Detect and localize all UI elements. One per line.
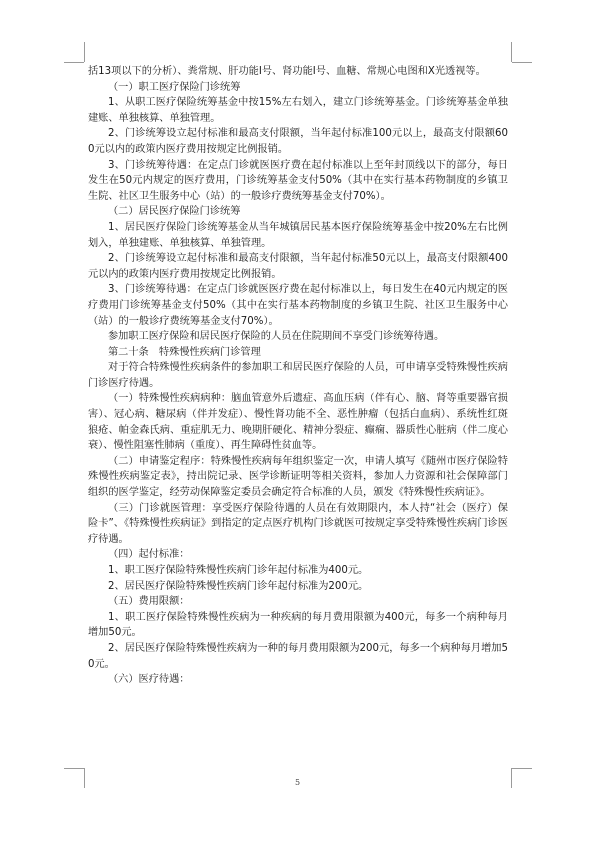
- paragraph: 3、门诊统筹待遇：在定点门诊就医医疗费在起付标准以上至年封顶线以下的部分，每日发生在50元内规定的医疗费用，门诊统筹基金支付50%（其中在实行基本药物制度的乡镇卫生院、社区卫生服务中心（站）的一般诊疗费统筹基金支付70%）。: [88, 159, 508, 202]
- paragraph: （一）特殊慢性疾病病种：脑血管意外后遗症、高血压病（伴有心、脑、肾等重要器官损害）、冠心病、糖尿病（伴并发症）、慢性肾功能不全、恶性肿瘤（包括白血病）、系统性红斑狼疮、帕金森氏病、重症肌无力、晚期肝硬化、精神分裂症、癫痫、器质性心脏病（伴二度心衰）、慢性阻塞性肺病（重度）、再生障碍性贫血等。: [88, 393, 508, 452]
- heading-employee-outpatient-pooling: （一）职工医疗保险门诊统筹: [108, 81, 241, 93]
- heading-resident-outpatient-pooling: （二）居民医疗保险门诊统筹: [108, 206, 241, 218]
- paragraph: 2、居民医疗保险特殊慢性疾病为一种的每月费用限额为200元，每多一个病种每月增加50元。: [88, 642, 508, 670]
- paragraph: 2、门诊统筹设立起付标准和最高支付限额，当年起付标准100元以上，最高支付限额600元以内的政策内医疗费用按规定比例报销。: [88, 128, 508, 155]
- crop-mark-bottom-right-h: [512, 768, 532, 769]
- crop-mark-top-left-h: [64, 62, 84, 63]
- paragraph: （三）门诊就医管理：享受医疗保险待遇的人员在有效期限内，本人持“社会（医疗）保险卡”、《特殊慢性疾病证》到指定的定点医疗机构门诊就医可按规定享受特殊慢性疾病门诊医疗待遇。: [88, 502, 508, 545]
- page-number: 5: [294, 778, 301, 787]
- paragraph: 1、职工医疗保险特殊慢性疾病门诊年起付标准为400元。: [108, 565, 369, 576]
- heading-deductible: （四）起付标准：: [108, 549, 190, 561]
- article-heading: 第二十条 特殊慢性疾病门诊管理: [108, 346, 261, 358]
- heading-medical-treatment: （六）医疗待遇：: [108, 674, 190, 686]
- crop-mark-top-right-h: [512, 62, 532, 63]
- paragraph: 对于符合特殊慢性疾病条件的参加职工和居民医疗保险的人员，可申请享受特殊慢性疾病门诊医疗待遇。: [88, 362, 508, 389]
- crop-mark-top-right-v: [511, 42, 512, 62]
- paragraph: 2、门诊统筹设立起付标准和最高支付限额，当年起付标准50元以上，最高支付限额400元以内的政策内医疗费用按规定比例报销。: [88, 253, 508, 280]
- paragraph: 3、门诊统筹待遇：在定点门诊就医医疗费在起付标准以上，每日发生在40元内规定的医疗费用门诊统筹基金支付50%（其中在实行基本药物制度的乡镇卫生院、社区卫生服务中心（站）的一般诊疗费统筹基金支付70%）。: [88, 284, 508, 327]
- paragraph: 2、居民医疗保险特殊慢性疾病门诊年起付标准为200元。: [108, 580, 369, 592]
- crop-mark-bottom-left-h: [64, 768, 84, 769]
- paragraph-continuation: 括13项以下的分析）、粪常规、肝功能Ⅰ号、肾功能Ⅰ号、血糖、常规心电图和Ⅹ光透视等。: [88, 66, 486, 77]
- body-text: [88, 64, 508, 688]
- paragraph: 1、居民医疗保险门诊统筹基金从当年城镇居民基本医疗保险统筹基金中按20%左右比例划入，单独建账、单独核算、单独管理。: [88, 221, 508, 249]
- paragraph: 参加职工医疗保险和居民医疗保险的人员在住院期间不享受门诊统筹待遇。: [108, 331, 445, 343]
- paragraph: 1、从职工医疗保险统筹基金中按15%左右划入，建立门诊统筹基金。门诊统筹基金单独建账、单独核算、单独管理。: [88, 97, 508, 124]
- crop-mark-top-left-v: [84, 42, 85, 62]
- paragraph: （二）申请鉴定程序：特殊慢性疾病每年组织鉴定一次，申请人填写《随州市医疗保险特殊慢性疾病鉴定表》，持出院记录、医学诊断证明等相关资料，参加人力资源和社会保障部门组织的医学鉴定，经劳动保障鉴定委员会确定符合标准的人员，颁发《特殊慢性疾病证》。: [88, 455, 508, 499]
- heading-cost-limit: （五）费用限额：: [108, 596, 190, 608]
- paragraph: 1、职工医疗保险特殊慢性疾病为一种疾病的每月费用限额为400元，每多一个病种每月增加50元。: [88, 611, 508, 639]
